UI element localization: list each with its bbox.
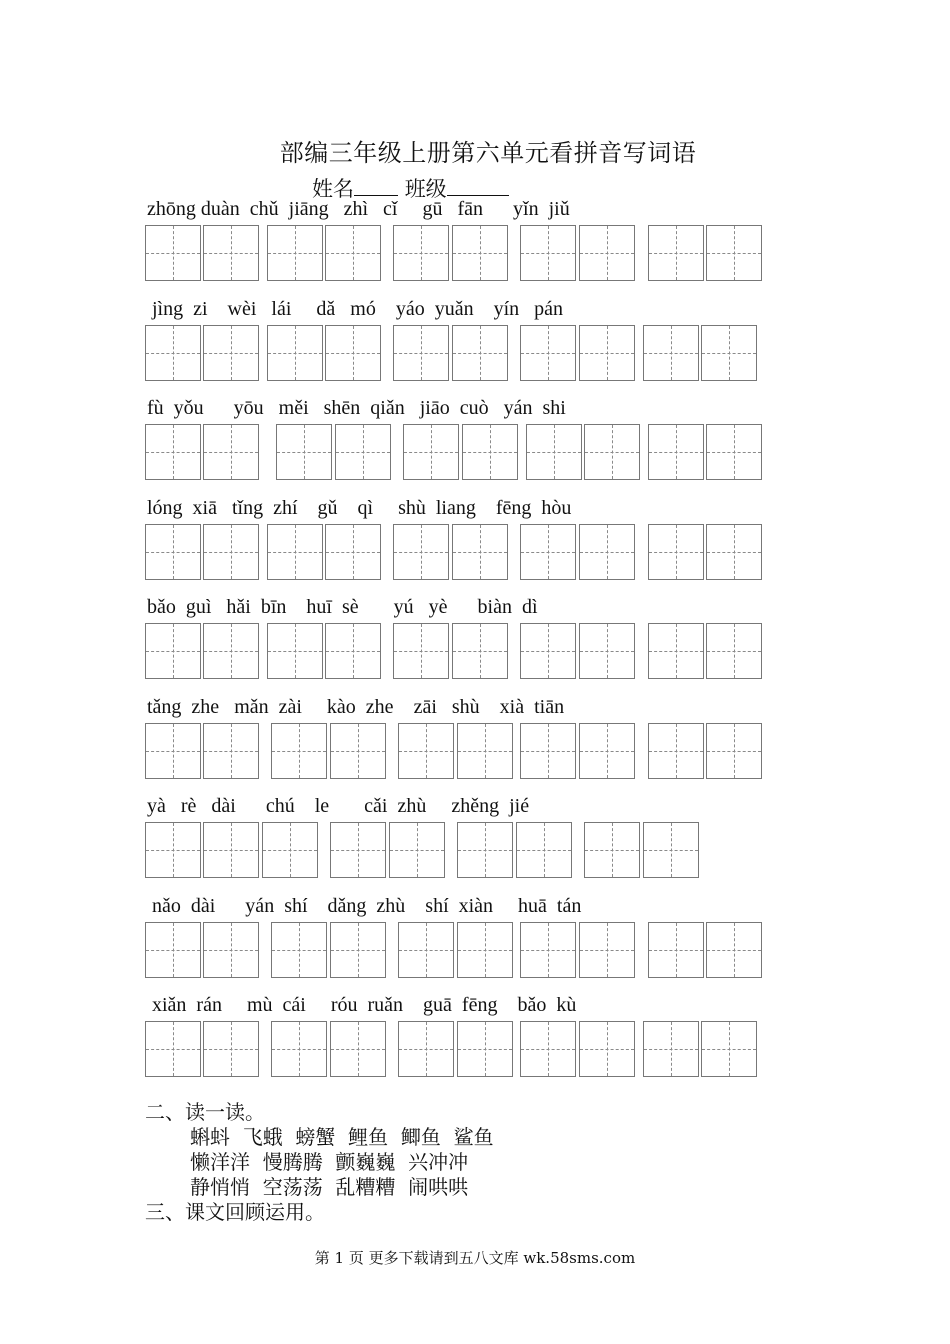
writing-grid [0, 623, 950, 681]
pinyin-line: fù yǒu yōu měi shēn qiǎn jiāo cuò yán shi [147, 397, 566, 419]
tianzige-cell[interactable] [325, 225, 381, 281]
tianzige-cell[interactable] [579, 623, 635, 679]
writing-grid [0, 922, 950, 980]
tianzige-cell[interactable] [262, 822, 318, 878]
tianzige-cell[interactable] [145, 623, 201, 679]
pinyin-line: jìng zi wèi lái dǎ mó yáo yuǎn yín pán [147, 298, 564, 320]
tianzige-cell[interactable] [706, 424, 762, 480]
read-line-3: 静悄悄 空荡荡 乱糟糟 闹哄哄 [190, 1175, 469, 1199]
page-title: 部编三年级上册第六单元看拼音写词语 [279, 139, 697, 167]
tianzige-cell[interactable] [579, 723, 635, 779]
tianzige-cell[interactable] [398, 723, 454, 779]
tianzige-cell[interactable] [648, 723, 704, 779]
tianzige-cell[interactable] [145, 524, 201, 580]
tianzige-cell[interactable] [330, 922, 386, 978]
tianzige-cell[interactable] [520, 723, 576, 779]
tianzige-cell[interactable] [579, 225, 635, 281]
section3-title: 三、课文回顾运用。 [145, 1200, 325, 1224]
pinyin-line: lóng xiā tǐng zhí gǔ qì shù liang fēng hòu [147, 497, 572, 519]
tianzige-cell[interactable] [145, 325, 201, 381]
pinyin-line: xiǎn rán mù cái róu ruǎn guā fēng bǎo kù [147, 994, 577, 1016]
read-line-1: 蝌蚪 飞蛾 螃蟹 鲤鱼 鲫鱼 鲨鱼 [190, 1125, 494, 1149]
tianzige-cell[interactable] [643, 1021, 699, 1077]
writing-grid [0, 822, 950, 880]
tianzige-cell[interactable] [203, 623, 259, 679]
tianzige-cell[interactable] [457, 723, 513, 779]
tianzige-cell[interactable] [579, 1021, 635, 1077]
writing-grid [0, 723, 950, 781]
tianzige-cell[interactable] [203, 225, 259, 281]
tianzige-cell[interactable] [393, 524, 449, 580]
tianzige-cell[interactable] [325, 325, 381, 381]
tianzige-cell[interactable] [706, 623, 762, 679]
tianzige-cell[interactable] [335, 424, 391, 480]
tianzige-cell[interactable] [330, 723, 386, 779]
tianzige-cell[interactable] [648, 424, 704, 480]
name-blank[interactable] [354, 175, 398, 196]
tianzige-cell[interactable] [452, 325, 508, 381]
tianzige-cell[interactable] [452, 623, 508, 679]
tianzige-cell[interactable] [706, 225, 762, 281]
tianzige-cell[interactable] [145, 922, 201, 978]
read-line-2: 懒洋洋 慢腾腾 颤巍巍 兴冲冲 [190, 1150, 469, 1174]
tianzige-cell[interactable] [398, 1021, 454, 1077]
tianzige-cell[interactable] [643, 325, 699, 381]
tianzige-cell[interactable] [648, 623, 704, 679]
tianzige-cell[interactable] [267, 225, 323, 281]
tianzige-cell[interactable] [203, 424, 259, 480]
pinyin-line: nǎo dài yán shí dǎng zhù shí xiàn huā tán [147, 895, 582, 917]
tianzige-cell[interactable] [145, 424, 201, 480]
tianzige-cell[interactable] [457, 922, 513, 978]
tianzige-cell[interactable] [203, 524, 259, 580]
tianzige-cell[interactable] [706, 922, 762, 978]
tianzige-cell[interactable] [393, 225, 449, 281]
tianzige-cell[interactable] [648, 922, 704, 978]
class-label: 班级 [404, 177, 447, 201]
tianzige-cell[interactable] [145, 822, 201, 878]
tianzige-cell[interactable] [330, 1021, 386, 1077]
tianzige-cell[interactable] [276, 424, 332, 480]
tianzige-cell[interactable] [462, 424, 518, 480]
tianzige-cell[interactable] [271, 922, 327, 978]
tianzige-cell[interactable] [203, 325, 259, 381]
tianzige-cell[interactable] [643, 822, 699, 878]
pinyin-line: yà rè dài chú le cǎi zhù zhěng jié [147, 795, 530, 817]
tianzige-cell[interactable] [516, 822, 572, 878]
tianzige-cell[interactable] [706, 524, 762, 580]
tianzige-cell[interactable] [579, 922, 635, 978]
tianzige-cell[interactable] [520, 1021, 576, 1077]
tianzige-cell[interactable] [271, 1021, 327, 1077]
class-blank[interactable] [447, 175, 509, 196]
tianzige-cell[interactable] [520, 922, 576, 978]
tianzige-cell[interactable] [457, 1021, 513, 1077]
tianzige-cell[interactable] [520, 524, 576, 580]
tianzige-cell[interactable] [520, 623, 576, 679]
tianzige-cell[interactable] [267, 325, 323, 381]
writing-grid [0, 1021, 950, 1079]
tianzige-cell[interactable] [325, 623, 381, 679]
tianzige-cell[interactable] [271, 723, 327, 779]
pinyin-line: tǎng zhe mǎn zài kào zhe zāi shù xià tiān [147, 696, 565, 718]
tianzige-cell[interactable] [145, 723, 201, 779]
tianzige-cell[interactable] [520, 325, 576, 381]
writing-grid [0, 524, 950, 582]
pinyin-line: zhōng duàn chǔ jiāng zhì cǐ gū fān yǐn jiǔ [147, 198, 570, 220]
tianzige-cell[interactable] [701, 1021, 757, 1077]
tianzige-cell[interactable] [452, 225, 508, 281]
tianzige-cell[interactable] [393, 623, 449, 679]
tianzige-cell[interactable] [203, 922, 259, 978]
tianzige-cell[interactable] [452, 524, 508, 580]
tianzige-cell[interactable] [203, 822, 259, 878]
tianzige-cell[interactable] [457, 822, 513, 878]
tianzige-cell[interactable] [706, 723, 762, 779]
tianzige-cell[interactable] [203, 1021, 259, 1077]
tianzige-cell[interactable] [584, 424, 640, 480]
tianzige-cell[interactable] [325, 524, 381, 580]
tianzige-cell[interactable] [579, 524, 635, 580]
pinyin-line: bǎo guì hǎi bīn huī sè yú yè biàn dì [147, 596, 538, 618]
tianzige-cell[interactable] [398, 922, 454, 978]
tianzige-cell[interactable] [145, 225, 201, 281]
section2-title: 二、读一读。 [145, 1100, 265, 1124]
name-label: 姓名 [312, 177, 354, 201]
writing-grid [0, 424, 950, 482]
tianzige-cell[interactable] [520, 225, 576, 281]
tianzige-cell[interactable] [584, 822, 640, 878]
tianzige-cell[interactable] [648, 524, 704, 580]
tianzige-cell[interactable] [701, 325, 757, 381]
tianzige-cell[interactable] [579, 325, 635, 381]
tianzige-cell[interactable] [145, 1021, 201, 1077]
tianzige-cell[interactable] [393, 325, 449, 381]
tianzige-cell[interactable] [526, 424, 582, 480]
tianzige-cell[interactable] [389, 822, 445, 878]
writing-grid [0, 225, 950, 283]
tianzige-cell[interactable] [267, 524, 323, 580]
page-footer: 第 1 页 更多下载请到五八文库 wk.58sms.com [314, 1249, 636, 1267]
tianzige-cell[interactable] [403, 424, 459, 480]
tianzige-cell[interactable] [203, 723, 259, 779]
tianzige-cell[interactable] [648, 225, 704, 281]
tianzige-cell[interactable] [267, 623, 323, 679]
tianzige-cell[interactable] [330, 822, 386, 878]
writing-grid [0, 325, 950, 383]
